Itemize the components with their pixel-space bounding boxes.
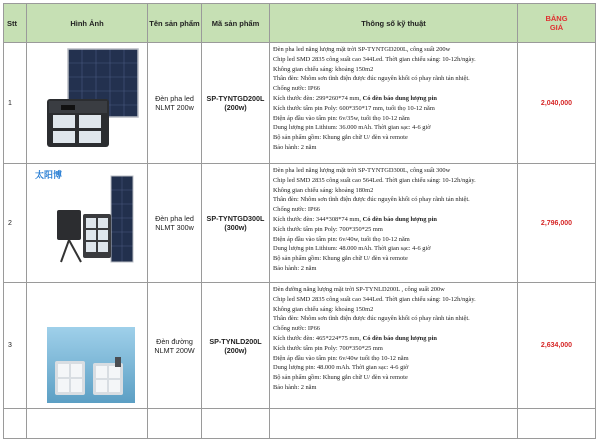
header-row <box>4 4 596 43</box>
product-price: 2,634,000 <box>518 283 596 409</box>
product-spec <box>270 164 518 283</box>
spec-line: Bộ sản phẩm gồm: Khung gắn chữ U/ đèn và remote <box>273 134 408 142</box>
spec-line: Đèn pha led năng lượng mặt trời SP-TYNTGD200L, công suất 200w <box>273 46 451 53</box>
header-price: BẢNG GIÁ <box>518 4 596 43</box>
spec-line: Đèn pha led năng lượng mặt trời SP-TYNTGD300L, công suất 300w <box>273 167 451 174</box>
spec-line: Bộ sản phẩm gồm: Khung gắn chữ U/ đèn và remote <box>273 255 408 263</box>
product-code: SP-TYNLD200L (200w) <box>202 283 270 409</box>
product-name: Đèn pha led NLMT 200w <box>148 43 202 164</box>
spec-line: Không gian chiếu sáng: khoảng 180m2 <box>273 186 374 194</box>
spec-line: Bảo hành: 2 năm <box>273 143 317 151</box>
brand-logo-text: 太阳博 <box>35 171 63 181</box>
header-stt: Stt <box>4 4 27 43</box>
spec-line: Bộ sản phẩm gồm: Khung gắn chữ U/ đèn và remote <box>273 374 408 382</box>
spec-line: Dung lượng pin Lithium: 48.000 mAh. Thời gian sạc: 4-6 giờ <box>273 245 431 253</box>
header-spec: Thông số kỹ thuật <box>270 4 518 43</box>
product-spec <box>270 43 518 164</box>
spec-line: Kích thước tấm pin Poly: 600*350*17 mm, tuổi thọ 10-12 năm <box>273 104 435 112</box>
product-price: 2,796,000 <box>518 164 596 283</box>
battery-indicator-note: Có đèn báo dung lượng pin <box>362 334 437 342</box>
header-image: Hình Ảnh <box>27 4 148 43</box>
spec-line: Kích thước tấm pin Poly: 700*350*25 mm <box>273 344 383 352</box>
header-code: Mã sản phẩm <box>202 4 270 43</box>
streetlight-200w-picture <box>27 283 147 403</box>
table-row <box>4 283 596 409</box>
spec-line: Điện áp đầu vào tấm pin: 6v/40w tuổi thọ 10-12 năm <box>273 354 409 362</box>
product-name: Đèn pha led NLMT 300w <box>148 164 202 283</box>
product-image-floodlight-200w <box>27 43 148 164</box>
spec-line: Không gian chiếu sáng: khoảng 150m2 <box>273 305 374 313</box>
table-row <box>4 43 596 164</box>
spec-line: Chống nước: IP66 <box>273 325 320 333</box>
spec-line: Chip led SMD 2835 công suất cao 344Led. Thời gian chiếu sáng: 10-12h/ngày. <box>273 55 476 63</box>
product-code: SP-TYNTGD300L (300w) <box>202 164 270 283</box>
spec-line: Thân đèn: Nhôm sơn tĩnh điện được đúc nguyên khối có phay rãnh tản nhiệt. <box>273 75 470 83</box>
spec-line: Thân đèn: Nhôm sơn tĩnh điện được đúc nguyên khối có phay rãnh tản nhiệt. <box>273 315 470 323</box>
row-stt: 3 <box>4 283 27 409</box>
price-table <box>3 3 596 439</box>
product-price: 2,040,000 <box>518 43 596 164</box>
product-image-floodlight-300w <box>27 164 148 283</box>
spec-line: Không gian chiếu sáng: khoảng 150m2 <box>273 65 374 73</box>
table-row <box>4 164 596 283</box>
spec-line: Chip led SMD 2835 công suất cao 344Led. Thời gian chiếu sáng: 10-12h/ngày. <box>273 295 476 303</box>
spec-line: Dung lượng pin: 48.000 mAh. Thời gian sạc: 4-6 giờ <box>273 364 409 372</box>
product-name: Đèn đường NLMT 200W <box>148 283 202 409</box>
spec-line: Điện áp đầu vào tấm pin: 6v/40w, tuổi thọ 10-12 năm <box>273 235 410 243</box>
spec-line-size: Kích thước đèn: 344*308*74 mm, Có đèn báo dung lượng pin <box>273 215 437 223</box>
header-name: Tên sản phẩm <box>148 4 202 43</box>
spec-line: Bảo hành: 2 năm <box>273 383 317 391</box>
spec-line: Chống nước: IP66 <box>273 206 320 214</box>
floodlight-200w-picture <box>27 43 147 158</box>
battery-indicator-note: Có đèn báo dung lượng pin <box>362 215 437 223</box>
product-image-streetlight-200w <box>27 283 148 409</box>
spec-line: Chống nước: IP66 <box>273 85 320 93</box>
battery-indicator-note: Có đèn báo dung lượng pin <box>362 94 437 102</box>
spec-line-size: Kích thước đèn: 465*224*75 mm, Có đèn báo dung lượng pin <box>273 334 437 342</box>
row-stt: 1 <box>4 43 27 164</box>
spec-line-size: Kích thước đèn: 299*260*74 mm, Có đèn báo dung lượng pin <box>273 94 437 102</box>
spec-line: Dung lượng pin Lithium: 36.000 mAh. Thời gian sạc: 4-6 giờ <box>273 124 431 132</box>
spec-line: Đèn đường năng lượng mặt trời SP-TYNLD200L , công suất 200w <box>273 286 445 293</box>
spec-line: Bảo hành: 2 năm <box>273 264 317 272</box>
product-spec <box>270 283 518 409</box>
product-code: SP-TYNTGD200L (200w) <box>202 43 270 164</box>
row-stt: 2 <box>4 164 27 283</box>
spec-line: Kích thước tấm pin Poly: 700*350*25 mm <box>273 225 383 233</box>
spec-line: Điện áp đầu vào tấm pin: 6v/35w, tuổi thọ 10-12 năm <box>273 114 410 122</box>
spec-line: Thân đèn: Nhôm sơn tĩnh điện được đúc nguyên khối có phay rãnh tản nhiệt. <box>273 196 470 204</box>
spec-line: Chip led SMD 2835 công suất cao 564Led. Thời gian chiếu sáng: 10-12h/ngày. <box>273 176 476 184</box>
